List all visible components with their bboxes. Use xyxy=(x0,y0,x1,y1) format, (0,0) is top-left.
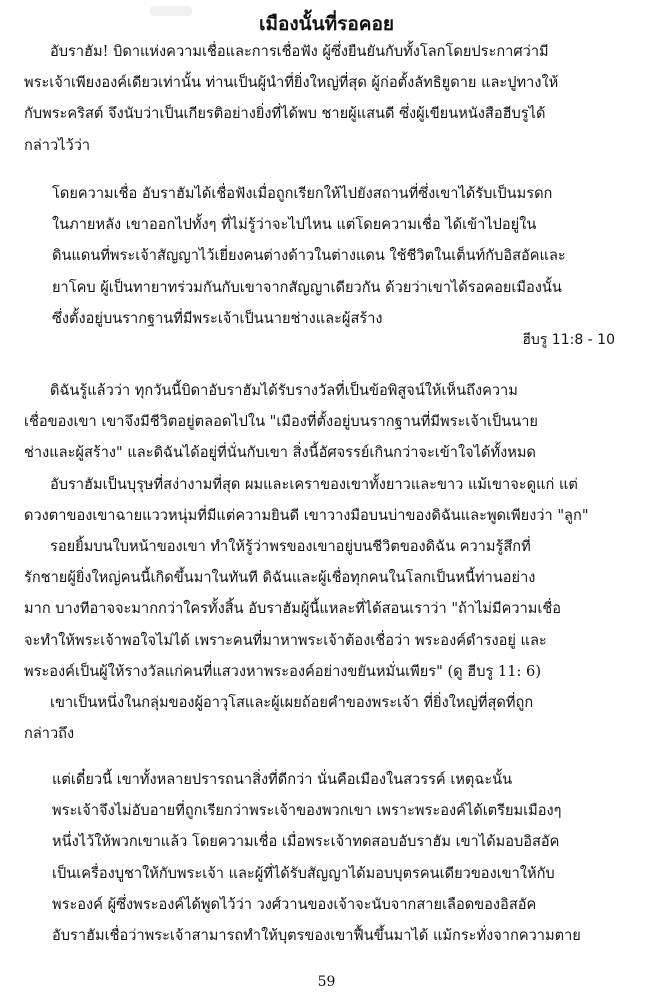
text-line: อับราฮัมเป็นบุรุษที่สง่างามที่สุด ผมและเคราของเขาทั้งยาวและขาว แม้เขาจะดูแก่ แต่ xyxy=(50,476,578,493)
body-paragraph xyxy=(24,375,630,469)
scripture-reference: ฮีบรู 11:8 - 10 xyxy=(522,332,615,348)
scripture-quote xyxy=(52,764,614,951)
quote-line: แต่เดี๋ยวนี้ เขาทั้งหลายปรารถนาสิ่งที่ดีกว่า นั่นคือเมืองในสวรรค์ เหตุฉะนั้น xyxy=(52,771,513,788)
intro-paragraph xyxy=(24,36,630,161)
scripture-quote xyxy=(52,178,614,334)
body-paragraph xyxy=(24,469,630,531)
quote-line: หนึ่งไว้ให้พวกเขาแล้ว โดยความเชื่อ เมื่อพระเจ้าทดสอบอับราฮัม เขาได้มอบอิสอัค xyxy=(52,833,560,851)
text-line: พระองค์เป็นผู้ให้รางวัลแก่คนที่แสวงหาพระองค์อย่างขยันหมั่นเพียร" (ดู ฮีบรู 11: 6) xyxy=(24,662,542,680)
quote-line: โดยความเชื่อ อับราฮัมได้เชื่อฟังเมื่อถูกเรียกให้ไปยังสถานที่ซึ่งเขาได้รับเป็นมรดก xyxy=(52,185,553,202)
text-line: กล่าวไว้ว่า xyxy=(24,136,91,154)
text-line: ช่างและผู้สร้าง" และดิฉันได้อยู่ที่นั่นกับเขา สิ่งนี้อัศจรรย์เกินกว่าจะเข้าใจได้ทั้งหมด xyxy=(24,444,536,462)
text-line: จะทำให้พระเจ้าพอใจไม่ได้ เพราะคนที่มาหาพระเจ้าต้องเชื่อว่า พระองค์ดำรงอยู่ และ xyxy=(24,631,547,649)
quote-line: อับราฮัมเชื่อว่าพระเจ้าสามารถทำให้บุตรของเขาฟื้นขึ้นมาได้ แม้กระทั่งจากความตาย xyxy=(52,927,581,945)
quote-line: พระเจ้าจึงไม่อับอายที่ถูกเรียกว่าพระเจ้าของพวกเขา เพราะพระองค์ได้เตรียมเมืองๆ xyxy=(52,802,562,820)
quote-line: ยาโคบ ผู้เป็นทายาทร่วมกันกับเขาจากสัญญาเดียวกัน ด้วยว่าเขาได้รอคอยเมืองนั้น xyxy=(52,278,562,296)
text-line: รอยยิ้มบนใบหน้าของเขา ทำให้รู้ว่าพรของเขาอยู่บนชีวิตของดิฉัน ความรู้สึกที่ xyxy=(50,538,531,555)
text-line: อับราฮัม! บิดาแห่งความเชื่อและการเชื่อฟัง ผู้ซึ่งยืนยันกับทั้งโลกโดยประกาศว่ามี xyxy=(50,43,549,60)
text-line: ดวงตาของเขาฉายแววหนุ่มที่มีแต่ความยินดี เขาวางมือบนบ่าของดิฉันและพูดเพียงว่า "ลูก" xyxy=(24,507,589,525)
quote-line: พระองค์ ผู้ซึ่งพระองค์ได้พูดไว้ว่า วงศ์วานของเจ้าจะนับจากสายเลือดของอิสอัค xyxy=(52,895,537,913)
text-line: รักชายผู้ยิ่งใหญ่คนนี้เกิดขึ้นมาในทันที ดิฉันและผู้เชื่อทุกคนในโลกเป็นหนี้ท่านอย่าง xyxy=(24,569,536,587)
quote-line: เป็นเครื่องบูชาให้กับพระเจ้า และผู้ที่ได้รับสัญญาได้มอบบุตรคนเดียวของเขาให้กับ xyxy=(52,864,555,882)
body-paragraph xyxy=(24,531,630,687)
quote-line: ซึ่งตั้งอยู่บนรากฐานที่มีพระเจ้าเป็นนายช่างและผู้สร้าง xyxy=(52,309,383,327)
text-line: มาก บางทีอาจจะมากกว่าใครทั้งสิ้น อับราฮัมผู้นี้แหละที่ได้สอนเราว่า "ถ้าไม่มีความเชื่อ xyxy=(24,600,562,618)
body-paragraph xyxy=(24,687,630,749)
page-number: 59 xyxy=(317,974,336,990)
quote-line: ในภายหลัง เขาออกไปทั้งๆ ที่ไม่รู้ว่าจะไปไหน แต่โดยความเชื่อ ได้เข้าไปอยู่ใน xyxy=(52,216,537,234)
text-line: ดิฉันรู้แล้วว่า ทุกวันนี้บิดาอับราฮัมได้รับรางวัลที่เป็นข้อพิสูจน์ให้เห็นถึงความ xyxy=(50,382,518,399)
text-line: พระเจ้าเพียงองค์เดียวเท่านั้น ท่านเป็นผู้นำที่ยิ่งใหญ่ที่สุด ผู้ก่อตั้งลัทธิยูดาย และปูทางให้ xyxy=(24,74,559,92)
quote-line: ดินแดนที่พระเจ้าสัญญาไว้เยี่ยงคนต่างด้าวในต่างแดน ใช้ชีวิตในเต็นท์กับอิสอัคและ xyxy=(52,247,566,265)
chapter-title: เมืองนั้นที่รอคอย xyxy=(258,13,395,35)
text-line: กับพระคริสต์ จึงนับว่าเป็นเกียรติอย่างยิ่งที่ได้พบ ชายผู้แสนดี ซึ่งผู้เขียนหนังสือฮีบรูได้ xyxy=(24,105,546,123)
text-line: เขาเป็นหนึ่งในกลุ่มของผู้อาวุโสและผู้เผยถ้อยคำของพระเจ้า ที่ยิ่งใหญ่ที่สุดที่ถูก xyxy=(50,694,534,711)
text-line: กล่าวถึง xyxy=(24,725,75,743)
text-line: เชื่อของเขา เขาจึงมีชีวิตอยู่ตลอดไปใน "เมืองที่ตั้งอยู่บนรากฐานที่มีพระเจ้าเป็นนาย xyxy=(24,413,538,431)
